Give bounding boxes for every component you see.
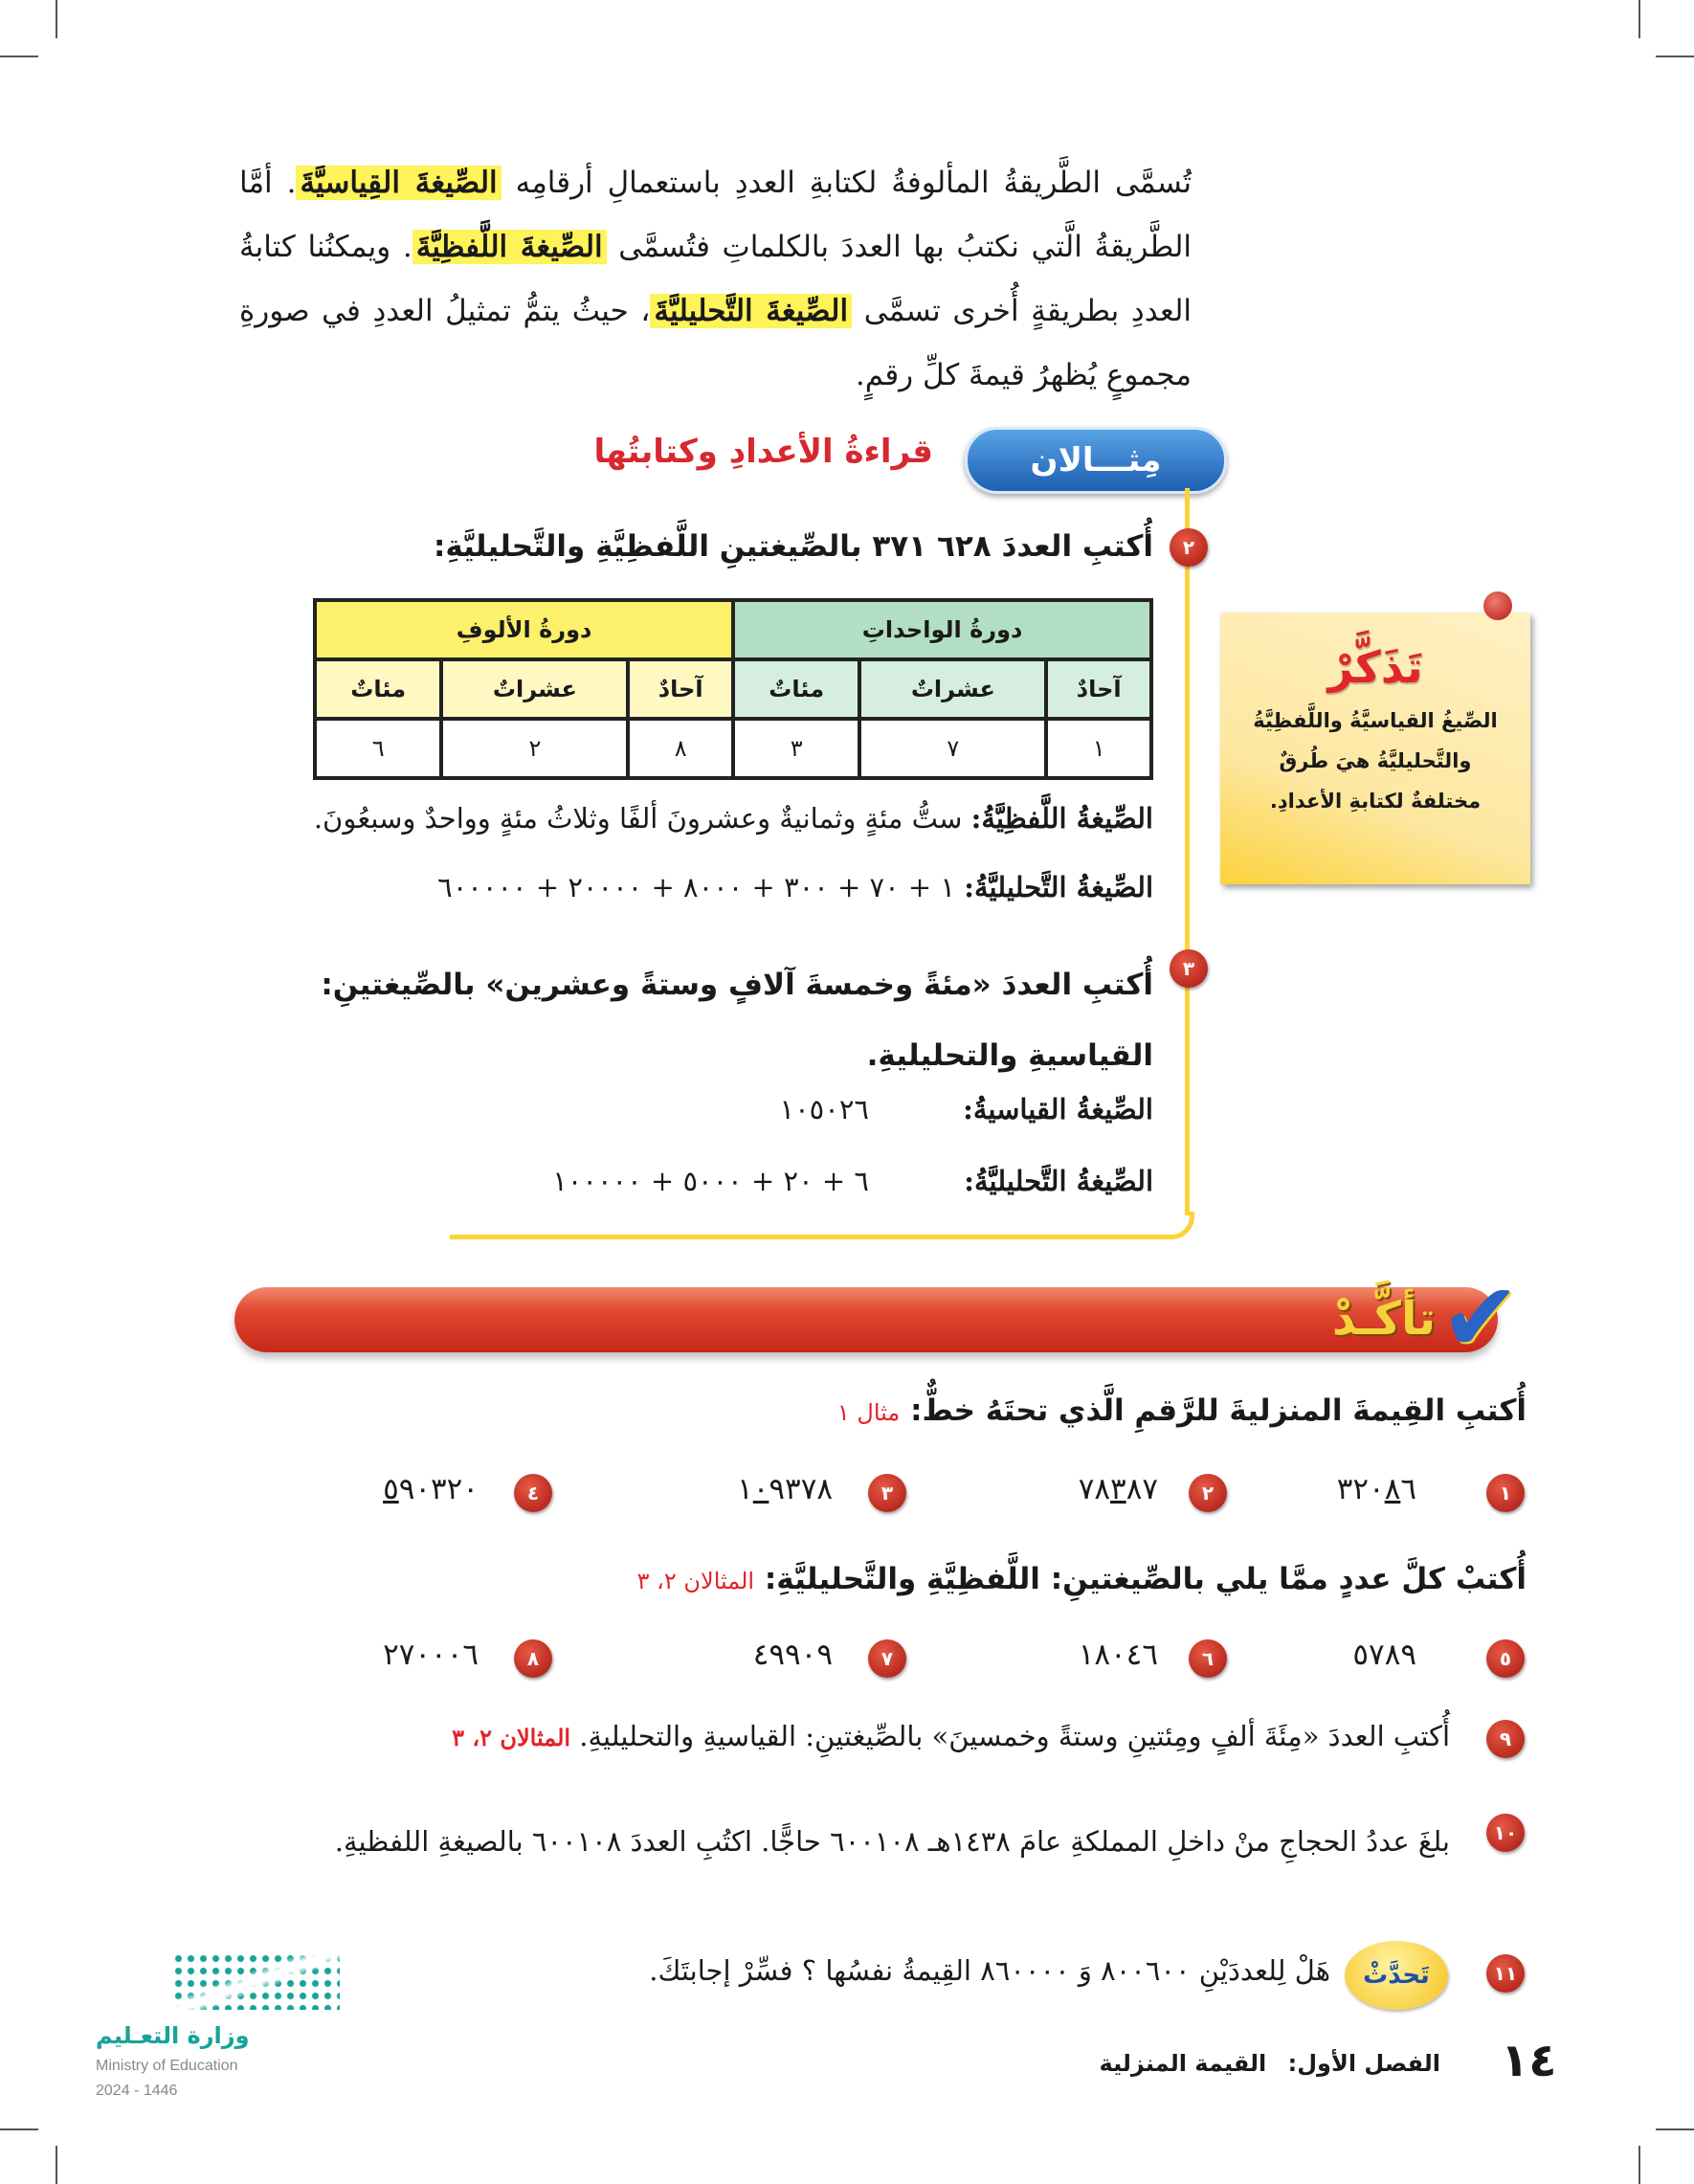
expanded-form-label: الصِّيغةُ التَّحليليَّةُ: — [964, 871, 1153, 903]
exercise-3-number — [737, 1472, 833, 1506]
crop-mark — [0, 56, 38, 57]
underlined-digit: ٠ — [752, 1472, 769, 1506]
exercise-number-1: ١ — [1486, 1474, 1525, 1512]
ministry-year: 2024 - 1446 — [96, 2083, 178, 2099]
exercise-4-number — [383, 1472, 479, 1506]
digits: ٩٣٧٨ — [769, 1472, 833, 1506]
instruction-1-reference: مثال ١ — [836, 1399, 901, 1426]
column-header: آحادٌ — [1046, 659, 1151, 719]
period-thousands-header: دورةُ الألوفِ — [315, 600, 733, 659]
standard-form-label — [963, 1093, 1153, 1125]
checkmark-icon: ✔ — [1440, 1261, 1521, 1373]
exercise-number-9: ٩ — [1486, 1720, 1525, 1758]
digit-cell: ٣ — [733, 719, 859, 778]
instruction-1 — [837, 1393, 1527, 1428]
pushpin-icon — [1483, 591, 1512, 620]
exercise-number-6: ٦ — [1189, 1639, 1227, 1678]
expanded-form-line — [437, 871, 1153, 903]
word-form-line — [314, 802, 1153, 835]
check-title: تأكَّـدْ — [1331, 1292, 1436, 1346]
page-number: ١٤ — [1501, 2034, 1557, 2087]
exercise-number-8: ٨ — [514, 1639, 552, 1678]
remember-text: الصِّيغُ القياسيَّةُ واللَّفظِيَّةُ والتَّحليليَّةُ هيَ طُرقٌ مختلفةٌ لكتابةِ الأعدادِ. — [1253, 709, 1498, 813]
examples-badge: مِثـــالان — [965, 427, 1227, 494]
digit-cell: ٧ — [859, 719, 1046, 778]
exercise-8-number: ٢٧٠٠٠٦ — [383, 1638, 479, 1672]
digit-cell: ١ — [1046, 719, 1151, 778]
digit-cell: ٦ — [315, 719, 441, 778]
intro-text: ، حيثُ يتمُّ تمثيلُ العددِ في صورةِ مجموعٍ يُظهرُ قيمةَ كلِّ رقمٍ. — [239, 294, 1192, 392]
exercise-2-number — [1079, 1472, 1158, 1506]
intro-paragraph — [239, 151, 1192, 408]
column-header: آحادٌ — [628, 659, 733, 719]
underlined-digit: ٣ — [1110, 1472, 1126, 1506]
exercise-number-4: ٤ — [514, 1474, 552, 1512]
expanded-form-value-3: ٦ + ٢٠ + ٥٠٠٠ + ١٠٠٠٠٠ — [552, 1165, 869, 1197]
digits: ٩٠٣٢٠ — [398, 1472, 479, 1506]
crop-mark — [1656, 56, 1694, 57]
crop-mark — [56, 0, 57, 38]
chapter-title: القيمة المنزلية — [1099, 2050, 1267, 2077]
digit-cell: ٨ — [628, 719, 733, 778]
expanded-form-label-3 — [964, 1165, 1153, 1197]
crop-mark — [56, 2146, 57, 2184]
exercise-7-number: ٤٩٩٠٩ — [752, 1638, 833, 1672]
exercise-number-7: ٧ — [868, 1639, 906, 1678]
intro-text: . ويمكنُنا كتابةُ العددِ بطريقةٍ أُخرى تسمَّى — [239, 230, 1192, 328]
word-form-value: ستُّ مئةٍ وثمانيةٌ وعشرونَ ألفًا وثلاثُ مئةٍ وواحدٌ وسبعُونَ. — [313, 802, 963, 835]
crop-mark — [0, 2128, 38, 2130]
exercise-9-reference: المثالان ٢، ٣ — [452, 1724, 571, 1751]
exercise-number-2: ٢ — [1189, 1474, 1227, 1512]
instruction-1-text: أُكتبِ القِيمةَ المنزليةَ للرَّقمِ الَّذي تحتَهُ خطٌّ: — [910, 1393, 1527, 1428]
exercise-9-text: أُكتبِ العددَ «مِئَةَ ألفٍ ومِئتينِ وستةً وخمسينَ» بالصِّيغتينِ: القياسيةِ والتحليليةِ. — [579, 1720, 1450, 1752]
example-border-line — [1185, 488, 1190, 1215]
instruction-2-text: أُكتبْ كلَّ عددٍ ممَّا يلي بالصِّيغتينِ: اللَّفظِيَّةِ والتَّحليليَّةِ: — [764, 1562, 1527, 1596]
underlined-digit: ٥ — [383, 1472, 399, 1506]
standard-form-value: ١٠٥٠٢٦ — [779, 1093, 869, 1125]
remember-title: تَذَكَّرْ — [1327, 641, 1423, 693]
exercise-1-number — [1337, 1472, 1416, 1506]
underlined-digit: ٨ — [1384, 1472, 1401, 1506]
check-banner — [234, 1287, 1498, 1352]
column-header: مئاتٌ — [315, 659, 441, 719]
exercise-10-text: بلغَ عددُ الحجاجِ منْ داخلِ المملكةِ عامَ ١٤٣٨هـ ٦٠٠١٠٨ حاجًّا. اكتُبِ العددَ ٦٠٠١٠٨ بالصيغةِ اللفظيةِ. — [334, 1825, 1450, 1858]
digits: ٣٢٠ — [1336, 1472, 1385, 1506]
exercise-number-10: ١٠ — [1486, 1814, 1525, 1852]
expanded-form-value: ١ + ٧٠ + ٣٠٠ + ٨٠٠٠ + ٢٠٠٠٠ + ٦٠٠٠٠٠ — [437, 871, 956, 903]
ministry-logo-dots-icon — [172, 1952, 340, 2010]
crop-mark — [1638, 2146, 1640, 2184]
standard-form-label-text: الصِّيغةُ القياسيةُ: — [963, 1093, 1153, 1125]
place-value-table — [313, 598, 1153, 780]
exercise-number-5: ٥ — [1486, 1639, 1525, 1678]
question-number-3: ٣ — [1170, 949, 1208, 988]
column-header: عشراتٌ — [441, 659, 628, 719]
intro-text: تُسمَّى الطَّريقةُ المألوفةُ لكتابةِ العددِ باستعمالِ أرقامِه — [515, 166, 1192, 200]
term-word-form: الصِّيغةَ اللَّفظِيَّةَ — [412, 230, 607, 264]
exercise-5-number: ٥٧٨٩ — [1352, 1638, 1416, 1672]
talk-badge: تَحدَّثْ — [1345, 1941, 1448, 2010]
digit-cell: ٢ — [441, 719, 628, 778]
crop-mark — [1638, 0, 1640, 38]
example-2-question: أُكتبِ العددَ ٦٢٨ ٣٧١ بالصِّيغتينِ اللَّفظِيَّةِ والتَّحليليَّةِ: — [433, 529, 1153, 564]
exercise-number-11: ١١ — [1486, 1954, 1525, 1993]
exercise-number-3: ٣ — [868, 1474, 906, 1512]
column-header: عشراتٌ — [859, 659, 1046, 719]
digits: ٧٨ — [1078, 1472, 1111, 1506]
remember-note — [1220, 613, 1530, 884]
example-border-corner — [450, 1212, 1194, 1239]
expanded-form-label-text: الصِّيغةُ التَّحليليَّةُ: — [964, 1165, 1153, 1197]
digits: ٨٧ — [1126, 1472, 1158, 1506]
example-title: قراءةُ الأعدادِ وكتابتُها — [593, 433, 933, 471]
exercise-9 — [452, 1720, 1450, 1752]
exercise-11-text: هَلْ لِلعددَيْنِ ٨٠٠٦٠٠ وَ ٨٦٠٠٠٠ القِيمةُ نفسُها ؟ فسِّرْ إجابتَكَ. — [649, 1954, 1330, 1987]
question-number-2: ٢ — [1170, 528, 1208, 567]
digits: ١ — [737, 1472, 753, 1506]
example-3-question: أُكتبِ العددَ «مئةً وخمسةَ آلافٍ وستةً وعشرين» بالصِّيغتينِ: القياسيةِ والتحليليةِ. — [321, 968, 1153, 1073]
chapter-number: الفصل الأول: — [1287, 2050, 1440, 2077]
chapter-label — [1100, 2050, 1440, 2077]
instruction-2-reference: المثالان ٢، ٣ — [636, 1568, 755, 1594]
intro-text: . أمَّا الطَّريقةُ الَّتي نكتبُ بها العددَ بالكلماتِ فتُسمَّى — [239, 166, 1192, 264]
exercise-6-number: ١٨٠٤٦ — [1078, 1638, 1158, 1672]
ministry-name-english: Ministry of Education — [96, 2058, 238, 2074]
period-units-header: دورةُ الواحداتِ — [733, 600, 1151, 659]
ministry-name-arabic: وزارة التعـليم — [96, 2022, 250, 2049]
crop-mark — [1656, 2128, 1694, 2130]
digits: ٦ — [1400, 1472, 1416, 1506]
column-header: مئاتٌ — [733, 659, 859, 719]
word-form-label: الصِّيغةُ اللَّفظِيَّةُ: — [970, 802, 1153, 835]
instruction-2 — [637, 1562, 1527, 1596]
term-standard-form: الصِّيغةَ القِياسيَّةَ — [296, 166, 501, 200]
term-expanded-form: الصِّيغةَ التَّحليليَّةَ — [650, 294, 852, 328]
